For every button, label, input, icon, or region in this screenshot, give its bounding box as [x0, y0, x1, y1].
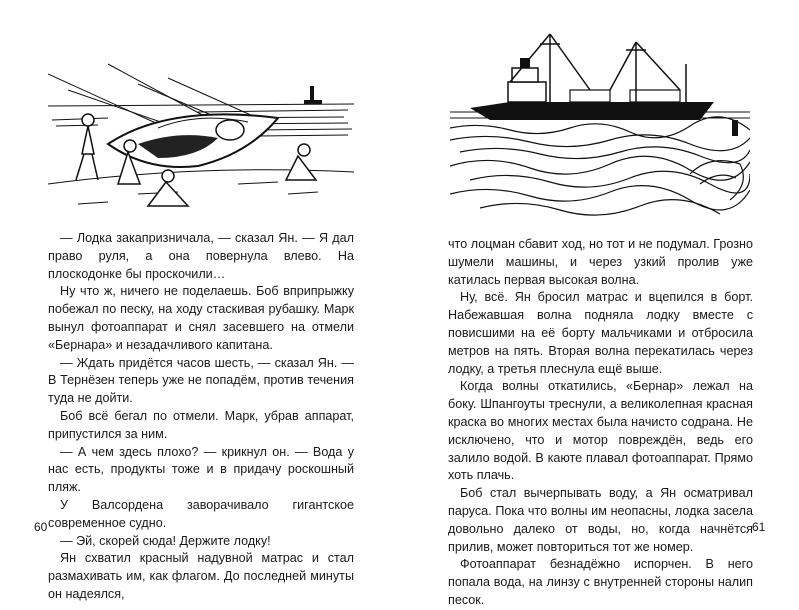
paragraph: — Ждать придётся часов шесть, — сказал Ян. — В Тернёзен теперь уже не попадём, против течения туда не дойти. — [48, 355, 354, 406]
illustration-cargo-ship-waves — [450, 24, 750, 222]
right-page — [400, 0, 799, 607]
paragraph: Боб стал вычерпывать воду, а Ян осматривал паруса. Пока что волны им неопасны, лодка засела довольно далеко от воды, но, когда начнётся прилив, может повториться тот же номер. — [448, 486, 753, 554]
paragraph: Ну что ж, ничего не поделаешь. Боб вприпрыжку побежал по песку, на ходу стаскивая рубашку. Марк вынул фотоаппарат и снял засевшего на отмели «Бернара» и незадачливого капитана. — [48, 284, 354, 352]
paragraph: Фотоаппарат безнадёжно испорчен. В него попала вода, на линзу с внутренней стороны налип песок. — [448, 557, 753, 607]
left-page — [0, 0, 399, 601]
right-page-text — [448, 236, 753, 610]
paragraph: У Валсордена заворачивало гигантское современное судно. — [48, 497, 354, 530]
paragraph: Когда волны откатились, «Бернар» лежал на боку. Шпангоуты треснули, а великолепная красная краска во многих местах была начисто содрана. Не исключено, что и мотор повреждён, ведь его залило водой. В каюте плавал фотоаппарат. Прямо хоть плачь. — [448, 379, 753, 483]
illustration-boat-on-shore — [48, 34, 354, 210]
left-page-text — [48, 230, 354, 604]
page-number: 60 — [34, 520, 48, 534]
paragraph: — А чем здесь плохо? — крикнул он. — Вода у нас есть, продукты тоже и в придачу роскошный пляж. — [48, 444, 354, 495]
page-number: 61 — [752, 520, 766, 534]
paragraph: Боб всё бегал по отмели. Марк, убрав аппарат, припустился за ним. — [48, 408, 354, 441]
paragraph: Ян схватил красный надувной матрас и стал размахивать им, как флагом. До последней минуты он надеялся, — [48, 551, 354, 601]
paragraph: Ну, всё. Ян бросил матрас и вцепился в борт. Набежавшая волна подняла лодку вместе с повисшими на её борту мальчиками и отбросила метров на пять. Вторая волна перекатилась через лодку, а третья плеснула ещё выше. — [448, 290, 753, 376]
paragraph: — Эй, скорей сюда! Держите лодку! — [60, 533, 271, 548]
paragraph: — Лодка закапризничала, — сказал Ян. — Я дал право руля, а она повернула влево. На плоскодонке бы проскочили… — [48, 231, 354, 281]
paragraph-continuation: что лоцман сбавит ход, но тот и не подумал. Грозно шумели машины, и через узкий пролив уже катилась первая высокая волна. — [448, 237, 753, 287]
